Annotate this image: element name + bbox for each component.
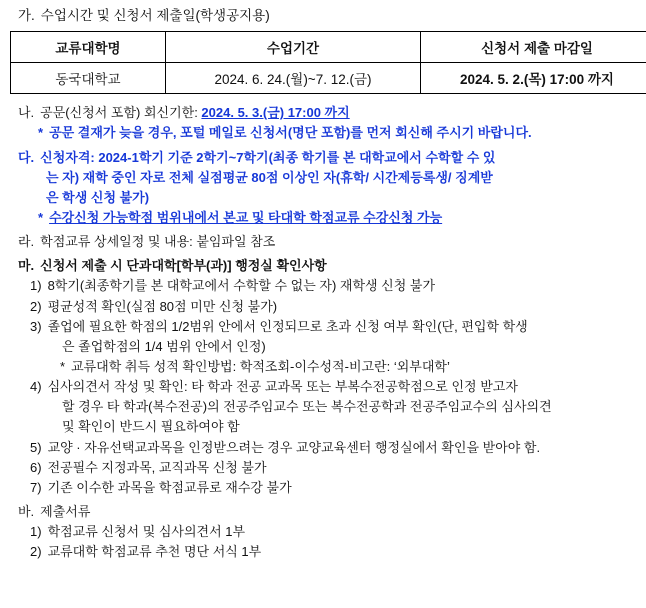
section-c-line-3 [8,188,638,208]
section-f-item-1-text: 학점교류 신청서 및 심사의견서 1부 [47,524,246,540]
section-b-marker: 나. [18,105,35,121]
section-e-item-5-text: 교양 · 자유선택교과목을 인정받으려는 경우 교양교육센터 행정실에서 확인을 받아야 함. [47,439,541,455]
section-b-line [8,103,638,123]
section-c-line-2 [8,168,638,188]
section-e-item-2-marker: 2) [30,298,42,314]
section-e-item-1 [8,276,638,296]
section-e-item-4-text-1: 심사의견서 작성 및 확인: 타 학과 전공 교과목 또는 부복수전공학점으로 인정 받고자 [47,379,518,395]
section-a-title: 수업시간 및 신청서 제출일(학생공지용) [40,8,270,23]
section-e-title: 신청서 제출 시 단과대학[학부(과)] 행정실 확인사항 [40,258,327,274]
table-header-deadline: 신청서 제출 마감일 [421,32,646,63]
section-c-text-1: 신청자격: 2024-1학기 기준 2학기~7학기(최종 학기를 본 대학교에서 수학할 수 있 [40,149,496,165]
section-b-text-emphasis: 2024. 5. 3.(금) 17:00 까지 [201,105,350,121]
section-e-item-4 [8,377,638,397]
section-e-item-4-cont-1 [8,397,638,417]
section-f-heading [8,502,638,522]
section-e-item-2-text: 평균성적 확인(실점 80점 미만 신청 불가) [47,298,278,314]
section-b-note [8,123,638,143]
table-header-university: 교류대학명 [11,32,166,63]
section-c-line-1 [8,148,638,168]
section-e-item-7 [8,478,638,498]
section-e-item-4-marker: 4) [30,379,42,395]
section-a-marker: 가. [18,8,35,23]
section-e-item-4-text-3: 및 확인이 반드시 필요하여야 함 [62,419,240,435]
section-e-item-3-note [8,357,638,377]
section-e-item-6-text: 전공필수 지정과목, 교직과목 신청 불가 [47,459,267,475]
section-e-item-6-marker: 6) [30,459,42,475]
schedule-table [10,31,646,94]
section-b-note-marker: * [38,125,44,141]
section-e-item-5 [8,438,638,458]
section-d-marker: 라. [18,234,35,250]
section-f-item-1 [8,522,638,542]
section-b-text [34,103,638,123]
section-f-item-2 [8,542,638,562]
section-c-note-marker: * [38,209,44,225]
section-c-note [8,208,638,228]
table-header-class-period: 수업기간 [166,32,421,63]
section-e-item-1-marker: 1) [30,278,42,294]
section-e-item-4-text-2: 할 경우 타 학과(복수전공)의 전공주임교수 또는 복수전공학과 전공주임교수의 심사의견 [62,399,552,415]
section-e-item-3-note-text: 교류대학 취득 성적 확인방법: 학적조회-이수성적-비고란: ‘외부대학’ [71,358,450,374]
section-e-item-4-cont-2 [8,417,638,437]
section-e-heading [8,256,638,276]
section-e-item-5-marker: 5) [30,439,42,455]
section-c-marker: 다. [18,149,35,165]
cell-university: 동국대학교 [11,63,166,94]
cell-deadline: 2024. 5. 2.(목) 17:00 까지 [421,63,646,94]
section-e-item-3-text-2: 은 졸업학점의 1/4 범위 안에서 인정) [62,338,266,354]
section-e-item-1-text: 8학기(최종학기를 본 대학교에서 수학할 수 없는 자) 재학생 신청 불가 [47,278,436,294]
section-e-item-2 [8,297,638,317]
section-b-note-text: 공문 결재가 늦을 경우, 포털 메일로 신청서(명단 포함)를 먼저 회신해 주시기 바랍니다. [49,125,532,141]
section-a-heading [8,6,638,26]
section-d-line [8,232,638,252]
section-d-text: 학점교류 상세일정 및 내용: 붙임파일 참조 [40,234,276,250]
section-c-note-text: 수강신청 가능학점 범위내에서 본교 및 타대학 학점교류 수강신청 가능 [49,209,443,225]
section-e-item-7-marker: 7) [30,479,42,495]
table-row [11,63,646,94]
section-e-item-3-cont [8,337,638,357]
section-f-item-2-text: 교류대학 학점교류 추천 명단 서식 1부 [47,544,262,560]
section-c-text-3: 은 학생 신청 불가) [46,189,150,205]
section-e-item-6 [8,458,638,478]
section-e-marker: 마. [18,258,35,274]
section-e-item-7-text: 기존 이수한 과목을 학점교류로 재수강 불가 [47,479,292,495]
section-f-marker: 바. [18,503,35,519]
section-f-title: 제출서류 [40,503,91,519]
section-e-item-3-text-1: 졸업에 필요한 학점의 1/2범위 안에서 인정되므로 초과 신청 여부 확인(단, 편입학 학생 [47,318,528,334]
section-c-text-2: 는 자) 재학 중인 자로 전체 실점평균 80점 이상인 자(휴학/ 시간제등록생/ 징계받 [46,169,493,185]
section-b-text-plain: 공문(신청서 포함) 회신기한: [40,105,202,121]
section-e-item-3-note-marker: * [60,358,66,374]
table-header-row [11,32,646,63]
cell-class-period: 2024. 6. 24.(월)~7. 12.(금) [166,63,421,94]
section-e-item-3 [8,317,638,337]
section-e-item-3-marker: 3) [30,318,42,334]
section-f-item-1-marker: 1) [30,524,42,540]
section-f-item-2-marker: 2) [30,544,42,560]
